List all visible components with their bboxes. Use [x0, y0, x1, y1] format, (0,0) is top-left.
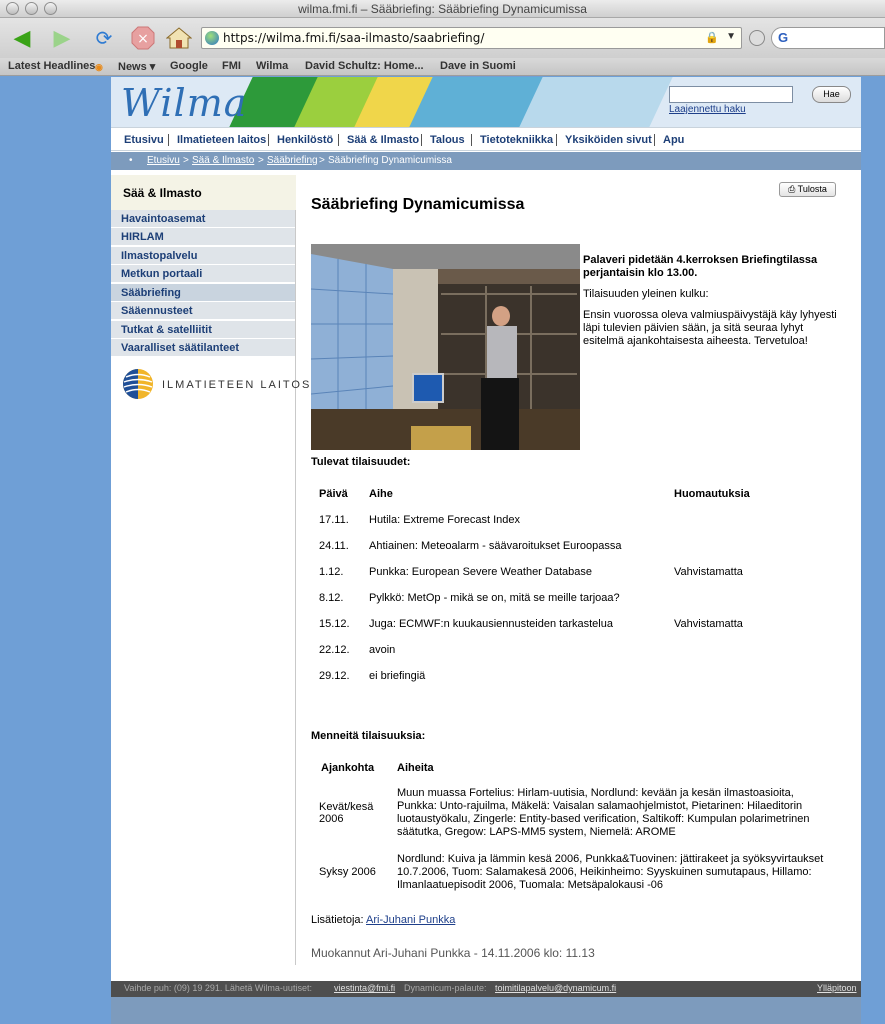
table-row [311, 611, 781, 637]
event-note [674, 663, 781, 689]
sidebar-item-havaintoasemat[interactable]: Havaintoasemat [111, 210, 295, 228]
footer-band [111, 997, 861, 1024]
upcoming-events-table [311, 481, 781, 689]
bookmarks-bar [0, 58, 885, 76]
table-row [311, 663, 781, 689]
intro-agenda-text: Ensin vuorossa oleva valmiuspäivystäjä käy lyhyesti läpi tulevien päivien sään, ja sitä seuraa lyhyt esitelmä ajankohtaisesta aiheesta. Tervetuloa! [583, 309, 837, 347]
intro-text [583, 254, 845, 356]
table-row [311, 559, 781, 585]
table-header-row [311, 755, 831, 781]
printer-icon: ⎙ [788, 184, 796, 194]
event-date: 1.12. [319, 566, 344, 578]
site-globe-icon [205, 31, 219, 45]
nav-separator [654, 134, 655, 146]
sidebar-item-tutkat-satelliitit[interactable]: Tutkat & satelliitit [111, 321, 295, 339]
table-row [311, 637, 781, 663]
bookmark-google[interactable]: Google [170, 60, 208, 72]
column-header-topics: Aiheita [397, 762, 434, 774]
page-title: Sääbriefing Dynamicumissa [311, 196, 525, 213]
advanced-search-link[interactable]: Laajennettu haku [669, 104, 746, 115]
breadcrumb-link-saa-ilmasto[interactable]: Sää & Ilmasto [192, 155, 255, 166]
nav-item-saa-ilmasto[interactable]: Sää & Ilmasto [347, 134, 420, 146]
home-icon[interactable] [164, 24, 194, 52]
event-note: Vahvistamatta [674, 618, 743, 630]
forward-icon[interactable]: ▶ [53, 25, 71, 50]
breadcrumb-link-saabriefing[interactable]: Sääbriefing [267, 155, 318, 166]
nav-separator [421, 134, 422, 146]
footer-email-news[interactable]: viestinta@fmi.fi [334, 983, 396, 993]
event-topic: Punkka: European Severe Weather Database [369, 566, 592, 578]
window-titlebar [0, 0, 885, 18]
address-bar[interactable] [201, 27, 742, 49]
google-search-icon[interactable]: G [778, 30, 789, 45]
column-header-date: Päivä [319, 488, 348, 500]
event-note [674, 637, 781, 663]
upcoming-heading: Tulevat tilaisuudet: [311, 456, 411, 468]
nav-separator [168, 134, 169, 146]
sidebar-title: Sää & Ilmasto [111, 175, 296, 210]
table-row [311, 845, 831, 899]
web-search-box[interactable] [771, 27, 885, 49]
event-topic: ei briefingiä [369, 670, 426, 682]
nav-item-henkilosto[interactable]: Henkilöstö [277, 134, 334, 146]
site-footer [111, 981, 861, 997]
lock-icon: 🔒 [705, 32, 719, 44]
sidebar-item-saaennusteet[interactable]: Sääennusteet [111, 302, 295, 320]
event-date: 24.11. [319, 540, 349, 552]
nav-item-tietotekniikka[interactable]: Tietotekniikka [480, 134, 554, 146]
past-topics: Muun muassa Fortelius: Hirlam-uutisia, Nordlund: kevään ja kesän ilmastoasioita, Punkka: Unto-rajuilma, Mäkelä: Vaisalan salamaohjelmistot, Pietarinen: Hilaeditorin luotaustyökalu, Zingerle: Entity-based verification, Saltikoff: Kumpulan polarimetrinen säätutka, Gregow: LAPS-MM5 system, Niemelä: AROME [397, 787, 810, 838]
bookmark-latest-headlines[interactable]: Latest Headlines [8, 60, 96, 72]
svg-text:×: × [137, 31, 149, 47]
nav-item-talous[interactable]: Talous [430, 134, 465, 146]
bookmark-wilma[interactable]: Wilma [256, 60, 289, 72]
page [111, 77, 861, 1024]
event-date: 17.11. [319, 514, 349, 526]
event-topic: Hutila: Extreme Forecast Index [369, 514, 521, 526]
site-search-input[interactable] [669, 86, 793, 103]
event-date: 8.12. [319, 592, 344, 604]
intro-meeting-time: Palaveri pidetään 4.kerroksen Briefingtilassa perjantaisin klo 13.00. [583, 254, 818, 279]
footer-text-phone: Vaihde puh: (09) 19 291. Lähetä Wilma-uutiset: [124, 983, 312, 993]
sidebar [111, 175, 312, 965]
column-header-notes: Huomautuksia [674, 488, 750, 500]
event-date: 29.12. [319, 670, 350, 682]
fmi-logo[interactable] [122, 368, 312, 402]
fmi-logo-text: ILMATIETEEN LAITOS [162, 379, 312, 391]
nav-item-yksikoiden-sivut[interactable]: Yksiköiden sivut [565, 134, 652, 146]
nav-item-etusivu[interactable]: Etusivu [124, 134, 164, 146]
breadcrumb-separator: > [258, 155, 264, 166]
sidebar-item-saabriefing[interactable]: Sääbriefing [111, 284, 295, 302]
table-row [311, 533, 781, 559]
wilma-logo[interactable]: Wilma [121, 81, 248, 125]
breadcrumb-separator: > [183, 155, 189, 166]
event-date: 15.12. [319, 618, 350, 630]
sidebar-item-vaaralliset-saatilanteet[interactable]: Vaaralliset säätilanteet [111, 339, 295, 357]
table-row [311, 781, 831, 845]
past-period: Kevät/kesä 2006 [319, 801, 374, 825]
footer-text-feedback: Dynamicum-palaute: [404, 983, 487, 993]
fmi-logo-icon [122, 368, 156, 402]
event-topic: Juga: ECMWF:n kuukausiennusteiden tarkastelua [369, 618, 613, 630]
contact-info [311, 914, 455, 926]
contact-label: Lisätietoja: [311, 914, 364, 926]
print-button-label: Tulosta [797, 184, 827, 194]
sidebar-item-metkun-portaali[interactable]: Metkun portaali [111, 265, 295, 283]
breadcrumb-separator: > [319, 155, 325, 166]
bookmark-news[interactable]: News ▾ [118, 61, 156, 73]
nav-separator [556, 134, 557, 146]
header-band-lightblue [519, 77, 672, 127]
main-navigation [111, 127, 861, 151]
event-topic: Pylkkö: MetOp - mikä se on, mitä se meille tarjoaa? [369, 592, 620, 604]
go-button[interactable] [749, 30, 765, 46]
past-heading: Menneitä tilaisuuksia: [311, 730, 426, 742]
back-icon[interactable]: ◀ [13, 25, 31, 50]
column-header-period: Ajankohta [321, 762, 375, 774]
nav-item-apu[interactable]: Apu [663, 134, 685, 146]
event-topic: avoin [369, 644, 396, 656]
print-button[interactable] [779, 182, 836, 197]
intro-agenda-heading: Tilaisuuden yleinen kulku: [583, 288, 709, 300]
reload-icon[interactable]: ⟳ [95, 27, 113, 50]
sidebar-item-ilmastopalvelu[interactable]: Ilmastopalvelu [111, 247, 295, 265]
bookmark-david-schultz[interactable]: David Schultz: Home... [305, 60, 424, 72]
browser-toolbar [0, 18, 885, 58]
rss-icon: ◉ [95, 62, 103, 72]
briefing-room-photo [311, 244, 580, 450]
past-topics: Nordlund: Kuiva ja lämmin kesä 2006, Punkka&Tuovinen: jättirakeet ja syöksyvirtaukset 10.7.2006, Tuom: Salamakesä 2006, Heikinheimo: Syyskuinen sumutapaus, Hillamo: Ilmanlaatuepisodit 2006, Tuomala: Metsäpalokausi -06 [397, 852, 824, 891]
event-topic: Ahtiainen: Meteoalarm - säävaroitukset Euroopassa [369, 540, 622, 552]
table-header-row [311, 481, 781, 507]
table-row [311, 585, 781, 611]
bookmark-fmi[interactable]: FMI [222, 60, 241, 72]
last-modified: Muokannut Ari-Juhani Punkka - 14.11.2006 klo: 11.13 [311, 946, 595, 960]
table-row [311, 507, 781, 533]
event-note: Vahvistamatta [674, 566, 743, 578]
event-date: 22.12. [319, 644, 350, 656]
nav-separator [268, 134, 269, 146]
breadcrumb-current: Sääbriefing Dynamicumissa [328, 155, 452, 166]
nav-item-ilmatieteen-laitos[interactable]: Ilmatieteen laitos [177, 134, 267, 146]
event-note [674, 507, 781, 533]
url-text: https://wilma.fmi.fi/saa-ilmasto/saabriefing/ [223, 31, 485, 45]
stop-icon[interactable] [129, 24, 157, 52]
past-events-table [311, 755, 831, 899]
past-period: Syksy 2006 [319, 866, 376, 878]
site-search-button[interactable]: Hae [812, 86, 851, 103]
bookmark-dave-in-suomi[interactable]: Dave in Suomi [440, 60, 516, 72]
footer-admin-link[interactable]: Ylläpitoon [817, 983, 857, 993]
breadcrumb-link-etusivu[interactable]: Etusivu [147, 155, 180, 166]
nav-separator [471, 134, 472, 146]
contact-link[interactable]: Ari-Juhani Punkka [366, 914, 456, 926]
window-title: wilma.fmi.fi – Sääbriefing: Sääbriefing Dynamicumissa [298, 2, 587, 16]
column-header-topic: Aihe [369, 488, 393, 500]
site-header [111, 77, 861, 127]
breadcrumb-bullet: • [129, 155, 133, 166]
url-dropdown-icon[interactable]: ▼ [726, 31, 736, 42]
nav-separator [338, 134, 339, 146]
footer-email-feedback[interactable]: toimitilapalvelu@dynamicum.fi [495, 983, 617, 993]
sidebar-item-hirlam[interactable]: HIRLAM [111, 228, 295, 246]
breadcrumb [111, 152, 861, 170]
